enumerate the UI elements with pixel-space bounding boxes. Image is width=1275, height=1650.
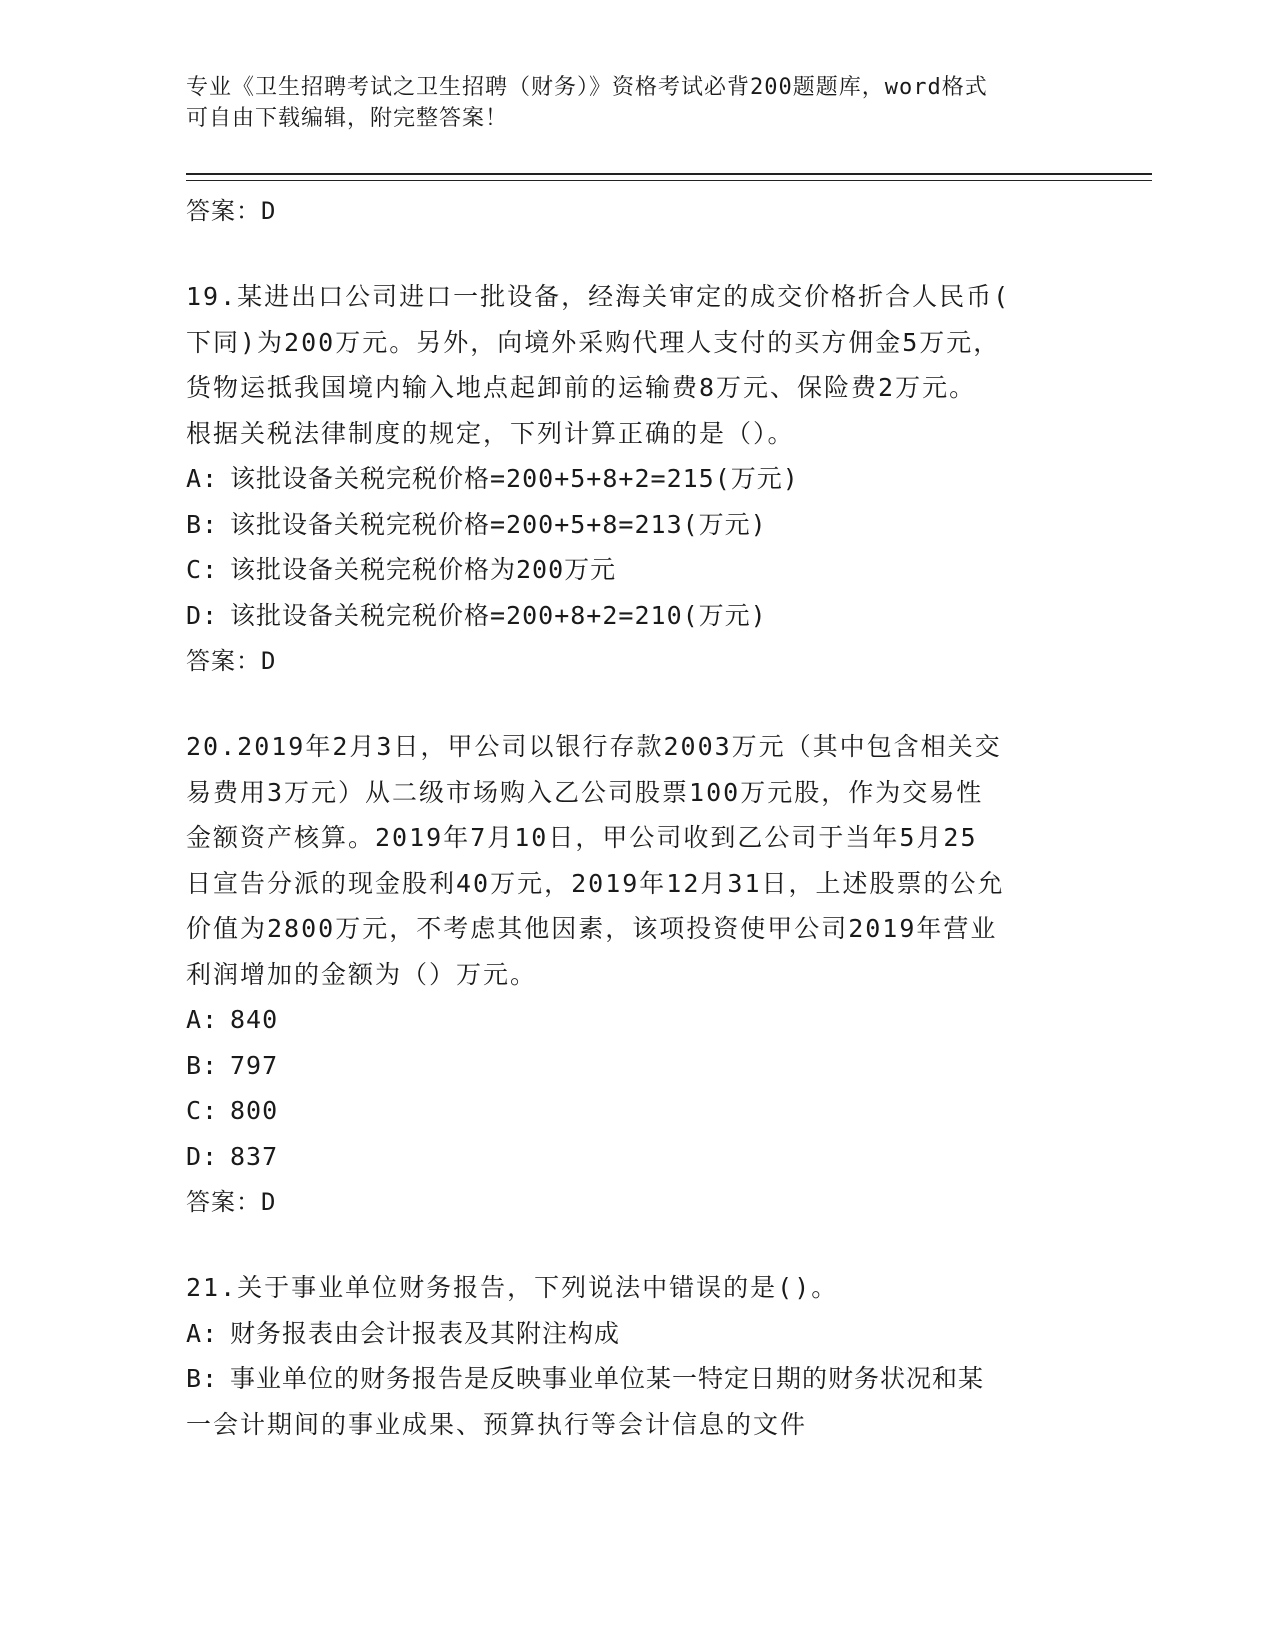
option-text: 该批设备关税完税价格=200+5+8=213(万元) bbox=[230, 509, 767, 539]
question-stem-line: 易费用3万元）从二级市场购入乙公司股票100万元股，作为交易性 bbox=[186, 777, 984, 807]
document-body bbox=[186, 188, 1086, 1447]
option-text: 该批设备关税完税价格=200+5+8+2=215(万元) bbox=[230, 464, 799, 493]
question-stem-line: 20.2019年2月3日，甲公司以银行存款2003万元（其中包含相关交 bbox=[186, 732, 1002, 761]
option-b bbox=[186, 502, 1086, 548]
option-text: 财务报表由会计报表及其附注构成 bbox=[230, 1318, 621, 1348]
option-key: B: bbox=[186, 1364, 219, 1393]
option-key: C: bbox=[186, 555, 219, 584]
header-title-line-1: 专业《卫生招聘考试之卫生招聘（财务）》资格考试必背200题题库，word格式 bbox=[186, 75, 988, 100]
option-continuation-line: 一会计期间的事业成果、预算执行等会计信息的文件 bbox=[186, 1409, 808, 1439]
page-header bbox=[186, 72, 1066, 134]
header-divider-thin bbox=[186, 180, 1152, 181]
option-key: A: bbox=[186, 1318, 219, 1348]
option-d bbox=[186, 593, 1086, 639]
option-c bbox=[186, 1088, 1086, 1134]
option-c bbox=[186, 547, 1086, 593]
option-text: 该批设备关税完税价格=200+8+2=210(万元) bbox=[230, 600, 767, 630]
option-b bbox=[186, 1356, 1086, 1402]
option-text: 该批设备关税完税价格为200万元 bbox=[230, 555, 617, 584]
option-key: D: bbox=[186, 600, 219, 630]
header-title-line-2: 可自由下载编辑，附完整答案！ bbox=[186, 106, 509, 131]
option-text: 840 bbox=[230, 1005, 279, 1034]
option-d bbox=[186, 1134, 1086, 1180]
answer-line: 答案：D bbox=[186, 1188, 277, 1216]
option-key: C: bbox=[186, 1096, 219, 1125]
answer-line: 答案：D bbox=[186, 647, 277, 675]
option-text: 事业单位的财务报告是反映事业单位某一特定日期的财务状况和某 bbox=[230, 1364, 985, 1393]
option-key: A: bbox=[186, 464, 219, 493]
option-key: B: bbox=[186, 1050, 219, 1080]
header-divider-thick bbox=[186, 173, 1152, 175]
question-stem-line: 下同)为200万元。另外，向境外采购代理人支付的买方佣金5万元， bbox=[186, 327, 1001, 357]
option-a bbox=[186, 456, 1086, 502]
option-key: D: bbox=[186, 1141, 219, 1171]
option-key: B: bbox=[186, 509, 219, 539]
option-key: A: bbox=[186, 1005, 219, 1034]
question-stem-line: 日宣告分派的现金股利40万元，2019年12月31日，上述股票的公允 bbox=[186, 868, 1005, 898]
option-text: 797 bbox=[230, 1050, 279, 1080]
option-a bbox=[186, 1311, 1086, 1357]
question-stem-line: 价值为2800万元，不考虑其他因素，该项投资使甲公司2019年营业 bbox=[186, 914, 998, 943]
option-b bbox=[186, 1043, 1086, 1089]
question-stem-line: 货物运抵我国境内输入地点起卸前的运输费8万元、保险费2万元。 bbox=[186, 373, 977, 402]
question-stem-line: 利润增加的金额为（）万元。 bbox=[186, 959, 538, 989]
answer-line: 答案：D bbox=[186, 197, 277, 225]
option-text: 837 bbox=[230, 1141, 279, 1171]
option-a bbox=[186, 997, 1086, 1043]
question-19 bbox=[186, 274, 1086, 684]
question-20 bbox=[186, 724, 1086, 1225]
question-stem-line: 19.某进出口公司进口一批设备，经海关审定的成交价格折合人民币( bbox=[186, 282, 1011, 311]
question-stem-line: 根据关税法律制度的规定，下列计算正确的是（）。 bbox=[186, 418, 795, 448]
question-stem-line: 21.关于事业单位财务报告，下列说法中错误的是()。 bbox=[186, 1273, 839, 1302]
option-text: 800 bbox=[230, 1096, 279, 1125]
question-stem-line: 金额资产核算。2019年7月10日，甲公司收到乙公司于当年5月25 bbox=[186, 823, 978, 852]
question-21 bbox=[186, 1265, 1086, 1447]
